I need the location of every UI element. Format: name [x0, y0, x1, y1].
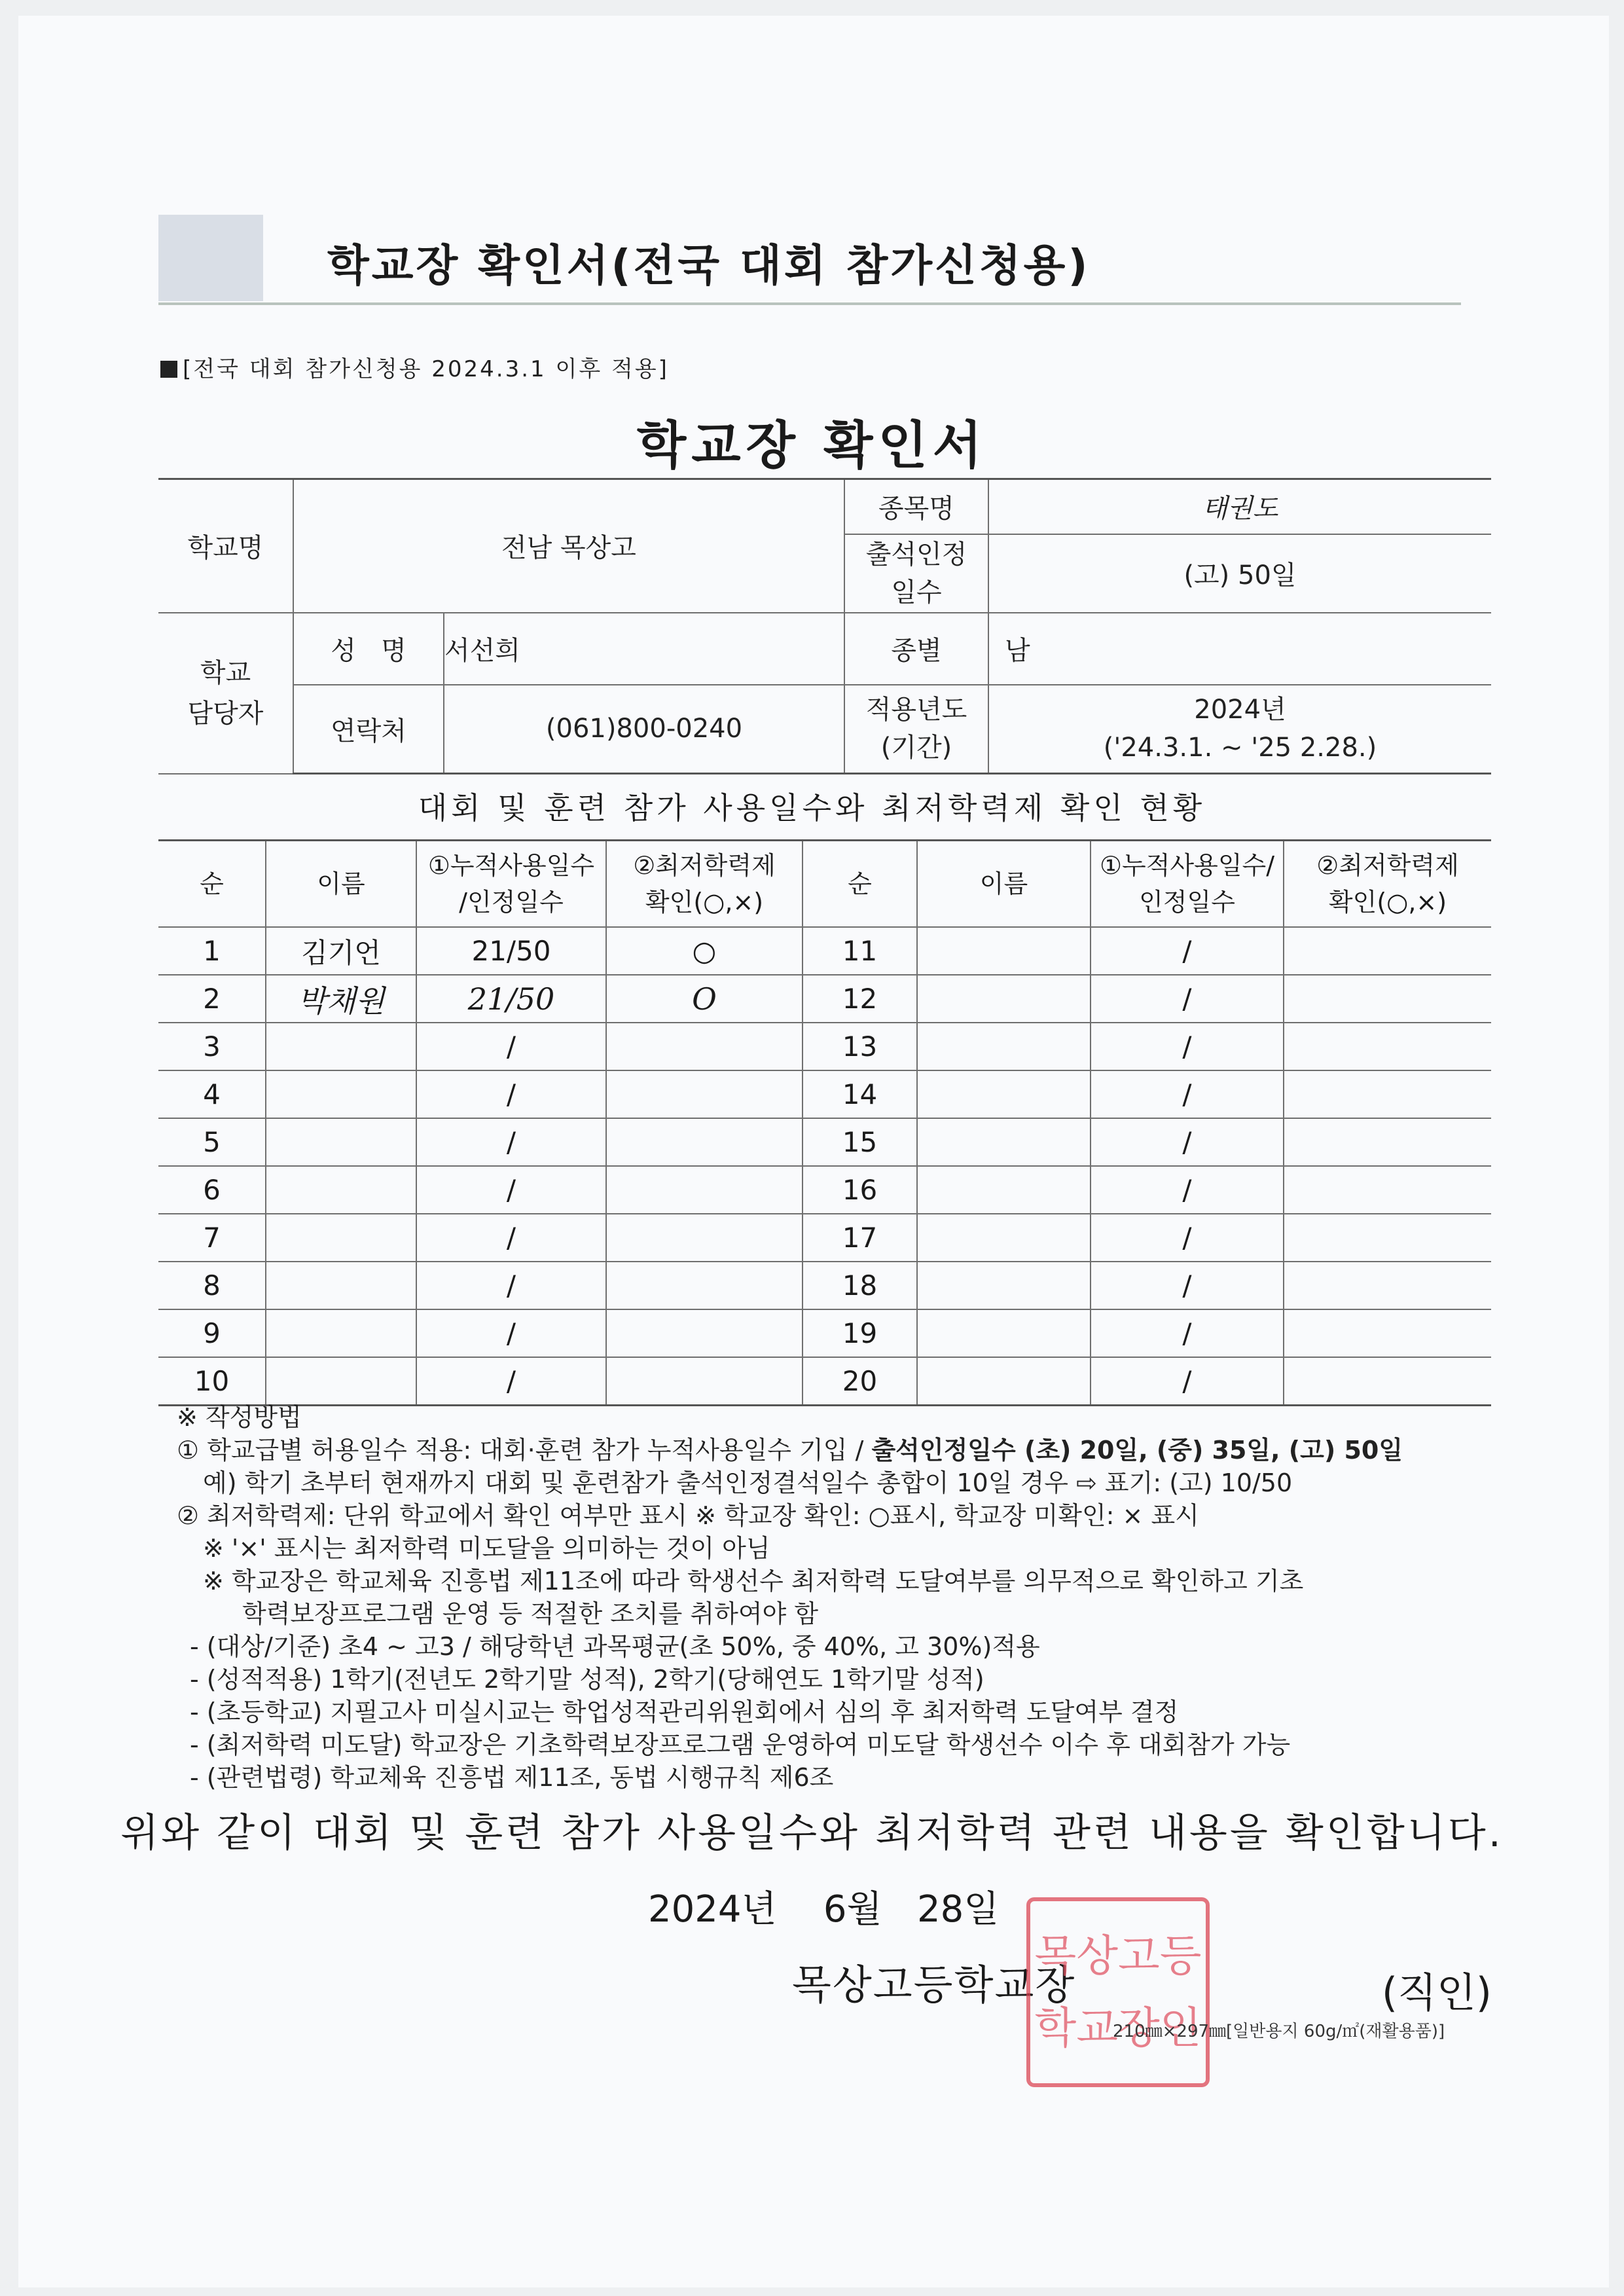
row-days-handwritten: 21/50 [416, 975, 606, 1023]
manager-label [158, 613, 293, 774]
row-check [606, 1214, 803, 1262]
row-check-right [1284, 1166, 1491, 1214]
row-check-right [1284, 1309, 1491, 1357]
row-name [266, 1070, 416, 1118]
row-check-right [1284, 975, 1491, 1023]
col-header-days-right [1091, 841, 1284, 928]
row-no: 2 [158, 975, 266, 1023]
attendance-label [844, 534, 988, 613]
stamp-line2: 학교장인 [1034, 2003, 1202, 2053]
row-no-right: 11 [803, 927, 917, 975]
row-check [606, 1070, 803, 1118]
row-days: / [416, 1023, 606, 1070]
table-row [158, 1023, 1491, 1070]
name-label: 성 명 [293, 613, 444, 685]
table-row [158, 1118, 1491, 1166]
attendance-label-line1: 출석인정 [865, 539, 967, 570]
row-check: ○ [606, 927, 803, 975]
row-no: 5 [158, 1118, 266, 1166]
col-header-academic-line1: ②최저학력제 [633, 851, 776, 880]
row-no-right: 16 [803, 1166, 917, 1214]
row-days: / [416, 1070, 606, 1118]
year-label-line1: 적용년도 [865, 695, 967, 725]
col-header-academic-line2: 확인(○,×) [645, 888, 764, 917]
row-no: 7 [158, 1214, 266, 1262]
row-name [266, 1357, 416, 1406]
stamp-line1: 목상고등 [1034, 1931, 1202, 1981]
col-header-days-line1: ①누적사용일수 [427, 851, 595, 880]
table-row [158, 1309, 1491, 1357]
confirmation-statement: 위와 같이 대회 및 훈련 참가 사용일수와 최저학력 관련 내용을 확인합니다. [120, 1810, 1504, 1856]
row-name-right [917, 1070, 1091, 1118]
row-name-right [917, 1262, 1091, 1309]
row-no: 6 [158, 1166, 266, 1214]
col-header-academic-right-line1: ②최저학력제 [1316, 851, 1459, 880]
row-name-handwritten: 박채원 [266, 975, 416, 1023]
row-check-right [1284, 1357, 1491, 1406]
table-row [158, 975, 1491, 1023]
col-header-days [416, 841, 606, 928]
row-no-right: 14 [803, 1070, 917, 1118]
row-name-right [917, 1357, 1091, 1406]
row-days: / [416, 1214, 606, 1262]
row-name [266, 1118, 416, 1166]
row-name-right [917, 1214, 1091, 1262]
header-title: 학교장 확인서(전국 대회 참가신청용) [327, 240, 1091, 291]
row-check [606, 1262, 803, 1309]
row-name-right [917, 1023, 1091, 1070]
row-no: 8 [158, 1262, 266, 1309]
manager-label-line1: 학교 [200, 657, 251, 688]
row-days-right: / [1091, 1118, 1284, 1166]
row-name-right [917, 1166, 1091, 1214]
attendance-value: (고) 50일 [988, 534, 1491, 613]
instruction-bullet-5: - (관련법령) 학교체육 진흥법 제11조, 동법 시행규칙 제6조 [190, 1763, 834, 1792]
row-no-right: 13 [803, 1023, 917, 1070]
instruction-1 [177, 1434, 1492, 1467]
row-name-right [917, 927, 1091, 975]
row-no-right: 19 [803, 1309, 917, 1357]
row-check-right [1284, 927, 1491, 975]
participation-table [158, 839, 1491, 1406]
instruction-note-2-cont: 학력보장프로그램 운영 등 적절한 조치를 취하여야 함 [242, 1599, 819, 1628]
sport-label: 종목명 [844, 479, 988, 534]
table-row [158, 927, 1491, 975]
row-days-right: / [1091, 975, 1284, 1023]
row-no-right: 17 [803, 1214, 917, 1262]
square-bullet-icon [160, 361, 177, 378]
table-row [158, 1262, 1491, 1309]
instruction-bullet-4: - (최저학력 미도달) 학교장은 기초학력보장프로그램 운영하여 미도달 학생선수 이수 후 대회참가 가능 [190, 1730, 1291, 1759]
instruction-1-example: 예) 학기 초부터 현재까지 대회 및 훈련참가 출석인정결석일수 총합이 10일 경우 ⇨ 표기: (고) 10/50 [203, 1468, 1293, 1497]
row-check-handwritten: O [606, 975, 803, 1023]
row-days: / [416, 1357, 606, 1406]
row-name: 김기언 [266, 927, 416, 975]
year-value-line2: ('24.3.1. ~ '25 2.28.) [1103, 733, 1377, 763]
row-days-right: / [1091, 927, 1284, 975]
row-no: 9 [158, 1309, 266, 1357]
row-days-right: / [1091, 1357, 1284, 1406]
table-row [158, 1214, 1491, 1262]
signer-title: 목상고등학교장 [792, 1961, 1076, 2009]
instruction-bullet-3: - (초등학교) 지필고사 미실시교는 학업성적관리위원회에서 심의 후 최저학력 도달여부 결정 [190, 1698, 1179, 1726]
instruction-1-text: ① 학교급별 허용일수 적용: 대회·훈련 참가 누적사용일수 기입 / [177, 1436, 872, 1465]
row-no-right: 12 [803, 975, 917, 1023]
instruction-2: ② 최저학력제: 단위 학교에서 확인 여부만 표시 ※ 학교장 확인: ○표시, 학교장 미확인: × 표시 [177, 1501, 1199, 1530]
table-row [158, 1166, 1491, 1214]
row-check [606, 1309, 803, 1357]
instructions-heading: ※ 작성방법 [177, 1403, 302, 1432]
row-days-right: / [1091, 1166, 1284, 1214]
applicability-note [160, 351, 669, 383]
official-seal-stamp [1026, 1897, 1210, 2087]
year-value [988, 685, 1491, 774]
row-check-right [1284, 1214, 1491, 1262]
row-name-right [917, 975, 1091, 1023]
row-name [266, 1262, 416, 1309]
row-no-right: 18 [803, 1262, 917, 1309]
col-header-no: 순 [158, 841, 266, 928]
row-check-right [1284, 1262, 1491, 1309]
row-check [606, 1166, 803, 1214]
col-header-no-right: 순 [803, 841, 917, 928]
row-check-right [1284, 1070, 1491, 1118]
row-check-right [1284, 1023, 1491, 1070]
school-info-table [158, 478, 1491, 774]
row-days-right: / [1091, 1214, 1284, 1262]
row-days: / [416, 1118, 606, 1166]
row-check [606, 1357, 803, 1406]
row-days: / [416, 1262, 606, 1309]
seal-label: (직인) [1381, 1969, 1492, 2016]
col-header-academic-right [1284, 841, 1491, 928]
header-divider [158, 302, 1461, 305]
row-no: 3 [158, 1023, 266, 1070]
row-days: / [416, 1166, 606, 1214]
gender-value: 남 [988, 613, 1491, 685]
row-no: 10 [158, 1357, 266, 1406]
instructions [177, 1401, 1492, 1794]
instruction-bullet-1: - (대상/기준) 초4 ~ 고3 / 해당학년 과목평균(초 50%, 중 40%, 고 30%)적용 [190, 1632, 1040, 1661]
sport-value: 태권도 [988, 479, 1491, 534]
instruction-bullet-2: - (성적적용) 1학기(전년도 2학기말 성적), 2학기(당해연도 1학기말 성적) [190, 1665, 984, 1694]
row-no: 4 [158, 1070, 266, 1118]
school-label: 학교명 [158, 479, 293, 613]
row-days: 21/50 [416, 927, 606, 975]
section-title: 대회 및 훈련 참가 사용일수와 최저학력제 확인 현황 [418, 790, 1206, 826]
attendance-label-line2: 일수 [891, 577, 942, 608]
contact-value: (061)800-0240 [444, 685, 844, 774]
row-days-right: / [1091, 1262, 1284, 1309]
row-no: 1 [158, 927, 266, 975]
paper-spec: 210㎜×297㎜[일반용지 60g/㎡(재활용품)] [1113, 2022, 1445, 2041]
applicability-text: [전국 대회 참가신청용 2024.3.1 이후 적용] [183, 356, 669, 382]
year-value-line1: 2024년 [1194, 695, 1286, 725]
row-name [266, 1214, 416, 1262]
table-row [158, 1070, 1491, 1118]
row-days: / [416, 1309, 606, 1357]
row-check-right [1284, 1118, 1491, 1166]
row-name [266, 1166, 416, 1214]
year-label [844, 685, 988, 774]
row-name [266, 1023, 416, 1070]
col-header-academic-right-line2: 확인(○,×) [1328, 888, 1447, 917]
manager-label-line2: 담당자 [187, 698, 264, 729]
col-header-academic [606, 841, 803, 928]
row-days-right: / [1091, 1070, 1284, 1118]
row-name-right [917, 1309, 1091, 1357]
col-header-days-line2: /인정일수 [459, 888, 564, 917]
document-title: 학교장 확인서 [636, 416, 988, 475]
col-header-name-right: 이름 [917, 841, 1091, 928]
gender-label: 종별 [844, 613, 988, 685]
row-no-right: 20 [803, 1357, 917, 1406]
instruction-1-bold: 출석인정일수 (초) 20일, (중) 35일, (고) 50일 [871, 1436, 1403, 1465]
col-header-name: 이름 [266, 841, 416, 928]
school-value: 전남 목상고 [293, 479, 844, 613]
instruction-note-2: ※ 학교장은 학교체육 진흥법 제11조에 따라 학생선수 최저학력 도달여부를 의무적으로 확인하고 기초 [203, 1567, 1304, 1595]
row-days-right: / [1091, 1309, 1284, 1357]
table-row [158, 1357, 1491, 1406]
row-check [606, 1118, 803, 1166]
col-header-days-right-line1: ①누적사용일수/ [1099, 851, 1275, 880]
header-decoration [158, 215, 263, 301]
row-check [606, 1023, 803, 1070]
row-days-right: / [1091, 1023, 1284, 1070]
name-value: 서선희 [444, 613, 844, 685]
contact-label: 연락처 [293, 685, 444, 774]
year-label-line2: (기간) [880, 733, 952, 763]
instruction-note-1: ※ '×' 표시는 최저학력 미도달을 의미하는 것이 아님 [203, 1534, 770, 1563]
col-header-days-right-line2: 인정일수 [1139, 888, 1235, 917]
row-no-right: 15 [803, 1118, 917, 1166]
row-name [266, 1309, 416, 1357]
issue-date: 2024년 6월 28일 [648, 1888, 1000, 1931]
row-name-right [917, 1118, 1091, 1166]
